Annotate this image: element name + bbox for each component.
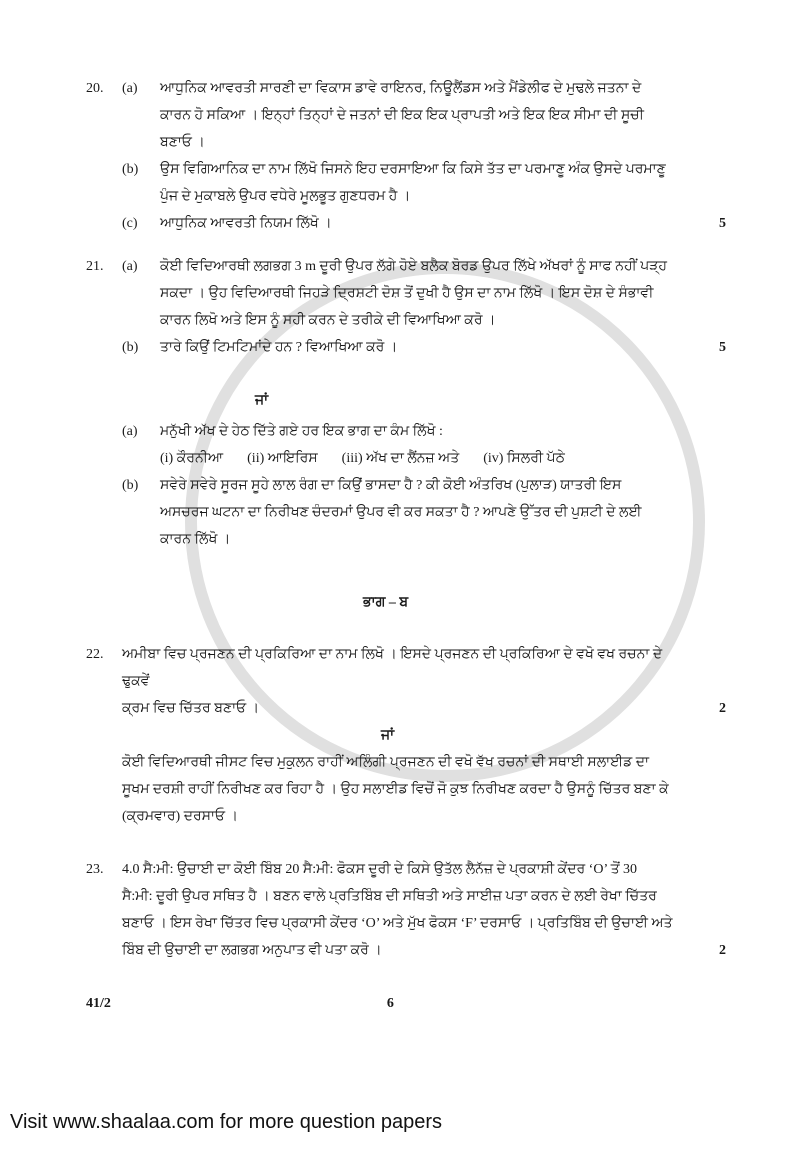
question-text: ਆਧੁਨਿਕ ਆਵਰਤੀ ਨਿਯਮ ਲਿੱਖੋ । (160, 216, 332, 231)
part-label: (b) (122, 340, 139, 355)
question-text (122, 749, 676, 830)
question-text (122, 641, 676, 722)
page-footer (86, 994, 726, 1014)
text-line: ਪੁੰਜ ਦੇ ਮੁਕਾਬਲੇ ਉਪਰ ਵਧੇਰੇ ਮੂਲਭੂਤ ਗੁਣਧਰਮ ਹੈ । (160, 189, 411, 204)
question-number: 23. (86, 862, 104, 877)
question-20-part-b (86, 156, 726, 210)
question-text (160, 156, 676, 210)
sub-part: (iv) ਸਿਲਰੀ ਪੱਠੇ (483, 451, 565, 466)
question-22-alternative (86, 749, 726, 830)
text-line: ਬਿੰਬ ਦੀ ਉਚਾਈ ਦਾ ਲਗਭਗ ਅਨੁਪਾਤ ਵੀ ਪਤਾ ਕਰੋ । (122, 943, 382, 958)
marks: 5 (719, 340, 726, 355)
text-line: ਸੈ:ਮੀ: ਦੂਰੀ ਉਪਰ ਸਥਿਤ ਹੈ । ਬਣਨ ਵਾਲੇ ਪ੍ਰਤਿਬਿੰਬ ਦੀ ਸਥਿਤੀ ਅਤੇ ਸਾਈਜ਼ ਪਤਾ ਕਰਨ ਦੇ ਲਈ ਰੇਖਾ ਚਿੱਤਰ (122, 889, 657, 904)
question-21-alt-part-a (86, 418, 726, 472)
text-line: ਆਧੁਨਿਕ ਆਵਰਤੀ ਸਾਰਣੀ ਦਾ ਵਿਕਾਸ ਡਾਵੇ ਰਾਇਨਰ, ਨਿਊਲੈਂਡਸ ਅਤੇ ਮੈਂਡੇਲੀਫ ਦੇ ਮੁਢਲੇ ਜਤਨਾ ਦੇ (160, 81, 642, 96)
question-21-part-b (86, 334, 726, 361)
text-line: ਬਣਾਓ । ਇਸ ਰੇਖਾ ਚਿੱਤਰ ਵਿਚ ਪ੍ਰਕਾਸੀ ਕੇਂਦਰ ‘O’ ਅਤੇ ਮੁੱਖ ਫੋਕਸ ‘F’ ਦਰਸਾਓ । ਪ੍ਰਤਿਬਿੰਬ ਦੀ ਉਚਾਈ ਅਤੇ (122, 916, 673, 931)
sub-part: (iii) ਅੱਖ ਦਾ ਲੈਂਨਜ਼ ਅਤੇ (341, 451, 460, 466)
question-22 (86, 641, 726, 722)
text-line: (ਕ੍ਰਮਵਾਰ) ਦਰਸਾਓ । (122, 809, 238, 824)
visit-link[interactable]: Visit www.shaalaa.com for more question papers (10, 1111, 443, 1133)
question-21-part-a (86, 253, 726, 334)
or-label: ਜਾਂ (381, 728, 395, 743)
part-label: (c) (122, 216, 138, 231)
page-number: 6 (386, 996, 394, 1011)
text-line: ਕਾਰਨ ਲਿੱਖੋ । (160, 532, 231, 547)
marks: 2 (719, 943, 726, 958)
text-line: ਕ੍ਰਮ ਵਿਚ ਚਿੱਤਰ ਬਣਾਓ । (122, 701, 260, 716)
text-line: ਅਮੀਬਾ ਵਿਚ ਪ੍ਰਜਣਨ ਦੀ ਪ੍ਰਕਿਰਿਆ ਦਾ ਨਾਮ ਲਿਖੋ । ਇਸਦੇ ਪ੍ਰਜਣਨ ਦੀ ਪ੍ਰਕਿਰਿਆ ਦੇ ਵਖੋ ਵਖ ਰਚਨਾ ਦੇ ਢੁਕਵੇਂ (122, 647, 663, 689)
part-label: (a) (122, 81, 138, 96)
text-line: ਮਨੁੱਖੀ ਅੱਖ ਦੇ ਹੇਠ ਦਿੱਤੇ ਗਏ ਹਰ ਇਕ ਭਾਗ ਦਾ ਕੰਮ ਲਿੱਖੋ : (160, 424, 443, 439)
question-number: 22. (86, 647, 104, 662)
question-text (160, 418, 676, 472)
text-line: ਕਾਰਨ ਹੋ ਸਕਿਆ । ਇਨ੍ਹਾਂ ਤਿਨ੍ਹਾਂ ਦੇ ਜਤਨਾਂ ਦੀ ਇਕ ਇਕ ਪ੍ਰਾਪਤੀ ਅਤੇ ਇਕ ਇਕ ਸੀਮਾ ਦੀ ਸੂਚੀ ਬਣਾਓ । (160, 108, 644, 150)
sub-part: (ii) ਆਇਰਿਸ (247, 451, 318, 466)
or-label: ਜਾਂ (255, 393, 269, 408)
marks: 5 (719, 216, 726, 231)
question-text (160, 472, 676, 553)
question-text (122, 856, 676, 964)
question-number: 20. (86, 81, 104, 96)
text-line: ਉਸ ਵਿਗਿਆਨਿਕ ਦਾ ਨਾਮ ਲਿੱਖੋ ਜਿਸਨੇ ਇਹ ਦਰਸਾਇਆ ਕਿ ਕਿਸੇ ਤੱਤ ਦਾ ਪਰਮਾਣੂ ਅੰਕ ਉਸਦੇ ਪਰਮਾਣੂ (160, 162, 666, 177)
sub-parts-list (160, 445, 676, 472)
part-label: (b) (122, 478, 139, 493)
part-label: (b) (122, 162, 139, 177)
question-text: ਤਾਰੇ ਕਿਉਂ ਟਿਮਟਿਮਾਂਦੇ ਹਨ ? ਵਿਆਖਿਆ ਕਰੋ । (160, 340, 398, 355)
question-23 (86, 856, 726, 964)
text-line: ਕੋਈ ਵਿਦਿਆਰਥੀ ਲਗਭਗ 3 m ਦੂਰੀ ਉਪਰ ਲੱਗੇ ਹੋਏ ਬਲੈਕ ਬੋਰਡ ਉਪਰ ਲਿੱਖੇ ਅੱਖਰਾਂ ਨੂੰ ਸਾਫ ਨਹੀਂ ਪੜ੍ਹ (160, 259, 668, 274)
question-20-part-c (86, 210, 726, 237)
sub-part: (i) ਕੌਰਨੀਆ (160, 451, 224, 466)
part-label: (a) (122, 424, 138, 439)
text-line: ਕਾਰਨ ਲਿਖੋ ਅਤੇ ਇਸ ਨੂੰ ਸਹੀ ਕਰਨ ਦੇ ਤਰੀਕੇ ਦੀ ਵਿਆਖਿਆ ਕਰੋ । (160, 313, 496, 328)
text-line: 4.0 ਸੈ:ਮੀ: ਉਚਾਈ ਦਾ ਕੋਈ ਬਿੰਬ 20 ਸੈ:ਮੀ: ਫੋਕਸ ਦੂਰੀ ਦੇ ਕਿਸੇ ਉਤੱਲ ਲੈਨੱਜ਼ ਦੇ ਪ੍ਰਕਾਸ਼ੀ ਕੇਂਦਰ ‘O’ ਤੋਂ 30 (122, 862, 638, 877)
question-21-alt-part-b (86, 472, 726, 553)
text-line: ਸੂਖਮ ਦਰਸ਼ੀ ਰਾਹੀਂ ਨਿਰੀਖਣ ਕਰ ਰਿਹਾ ਹੈ । ਉਹ ਸਲਾਈਡ ਵਿਚੋਂ ਜੋ ਕੁਝ ਨਿਰੀਖਣ ਕਰਦਾ ਹੈ ਉਸਨੂੰ ਚਿੱਤਰ ਬਣਾ ਕੇ (122, 782, 669, 797)
text-line: ਸਵੇਰੇ ਸਵੇਰੇ ਸੂਰਜ ਸੂਹੇ ਲਾਲ ਰੰਗ ਦਾ ਕਿਉਂ ਭਾਸਦਾ ਹੈ ? ਕੀ ਕੋਈ ਅੰਤਰਿਖ (ਪੁਲਾੜ) ਯਾਤਰੀ ਇਸ (160, 478, 622, 493)
question-text (160, 253, 676, 334)
text-line: ਅਸਚਰਜ ਘਟਨਾ ਦਾ ਨਿਰੀਖਣ ਚੰਦਰਮਾਂ ਉਪਰ ਵੀ ਕਰ ਸਕਤਾ ਹੈ ? ਆਪਣੇ ਉੱਤਰ ਦੀ ਪੁਸ਼ਟੀ ਦੇ ਲਈ (160, 505, 642, 520)
question-20-part-a (86, 75, 726, 156)
text-line: ਸਕਦਾ । ਉਹ ਵਿਦਿਆਰਥੀ ਜਿਹੜੇ ਦ੍ਰਿਸ਼ਟੀ ਦੋਸ਼ ਤੋਂ ਦੁਖੀ ਹੈ ਉਸ ਦਾ ਨਾਮ ਲਿੱਖੋ । ਇਸ ਦੋਸ਼ ਦੇ ਸੰਭਾਵੀ (160, 286, 654, 301)
text-line: ਕੋਈ ਵਿਦਿਆਰਥੀ ਜੀਸਟ ਵਿਚ ਮੁਕੁਲਨ ਰਾਹੀਂ ਅਲਿੰਗੀ ਪ੍ਰਜਣਨ ਦੀ ਵਖੋ ਵੱਖ ਰਚਨਾਂ ਦੀ ਸਥਾਈ ਸਲਾਈਡ ਦਾ (122, 755, 650, 770)
marks: 2 (719, 701, 726, 716)
part-label: (a) (122, 259, 138, 274)
paper-code: 41/2 (86, 996, 111, 1011)
question-text (160, 75, 676, 156)
section-heading: ਭਾਗ – ਬ (363, 595, 409, 610)
question-number: 21. (86, 259, 104, 274)
